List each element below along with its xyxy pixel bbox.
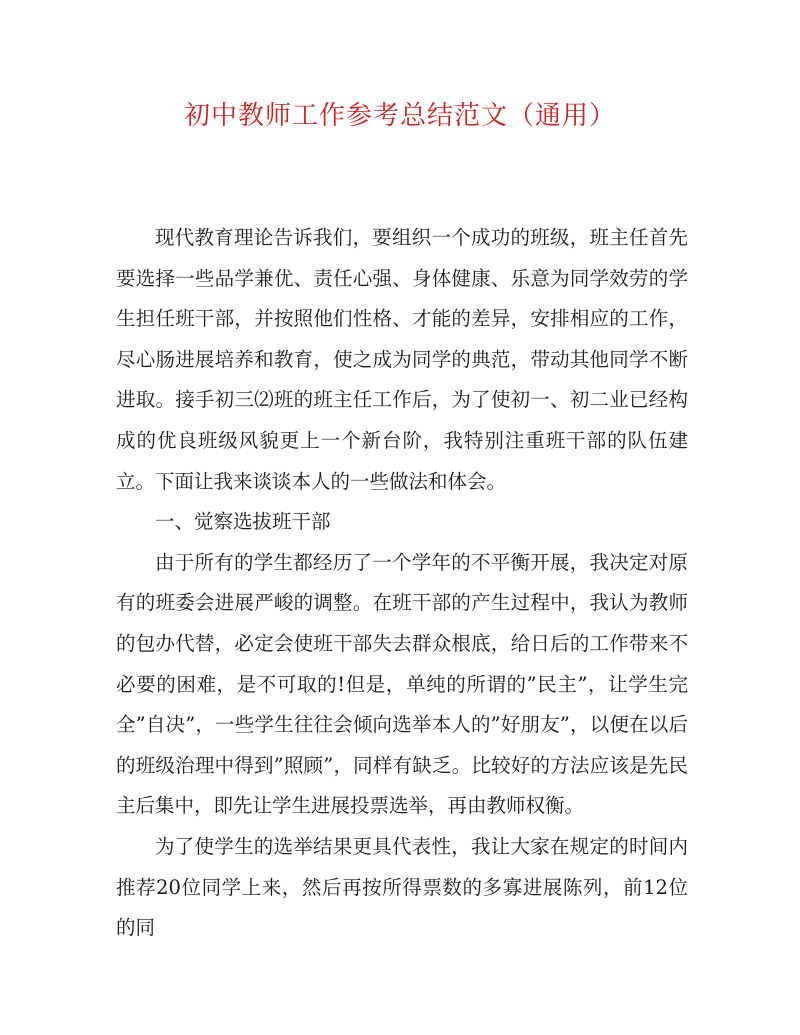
paragraph-selection: 由于所有的学生都经历了一个学年的不平衡开展，我决定对原有的班委会进展严峻的调整。在班干部的产生过程中，我认为教师的包办代替，必定会使班干部失去群众根底，给日后的工作带来不必要的困难，是不可取的!但是，单纯的所谓的”民主”，让学生完全”自决”，一些学生往往会倾向选举本人的”好朋友”，以便在以后的班级治理中得到”照顾”，同样有缺乏。比较好的方法应该是先民主后集中，即先让学生进展投票选举，再由教师权衡。 — [116, 550, 688, 818]
document-title: 初中教师工作参考总结范文（通用） — [183, 101, 616, 131]
paragraph-intro: 现代教育理论告诉我们，要组织一个成功的班级，班主任首先要选择一些品学兼优、责任心强、身体健康、乐意为同学效劳的学生担任班干部，并按照他们性格、才能的差异，安排相应的工作，尽心肠进展培养和教育，使之成为同学的典范，带动其他同学不断进取。接手初三⑵班的班主任工作后，为了使初一、初二业已经构成的优良班级风貌更上一个新台阶，我特别注重班干部的队伍建立。下面让我来谈谈本人的一些做法和体会。 — [116, 226, 688, 493]
document-body — [116, 218, 688, 949]
section-heading: 一、觉察选拔班干部 — [155, 510, 331, 534]
paragraph-election: 为了使学生的选举结果更具代表性，我让大家在规定的时间内推荐20位同学上来，然后再按所得票数的多寡进展陈列，前12位的同 — [116, 834, 688, 940]
